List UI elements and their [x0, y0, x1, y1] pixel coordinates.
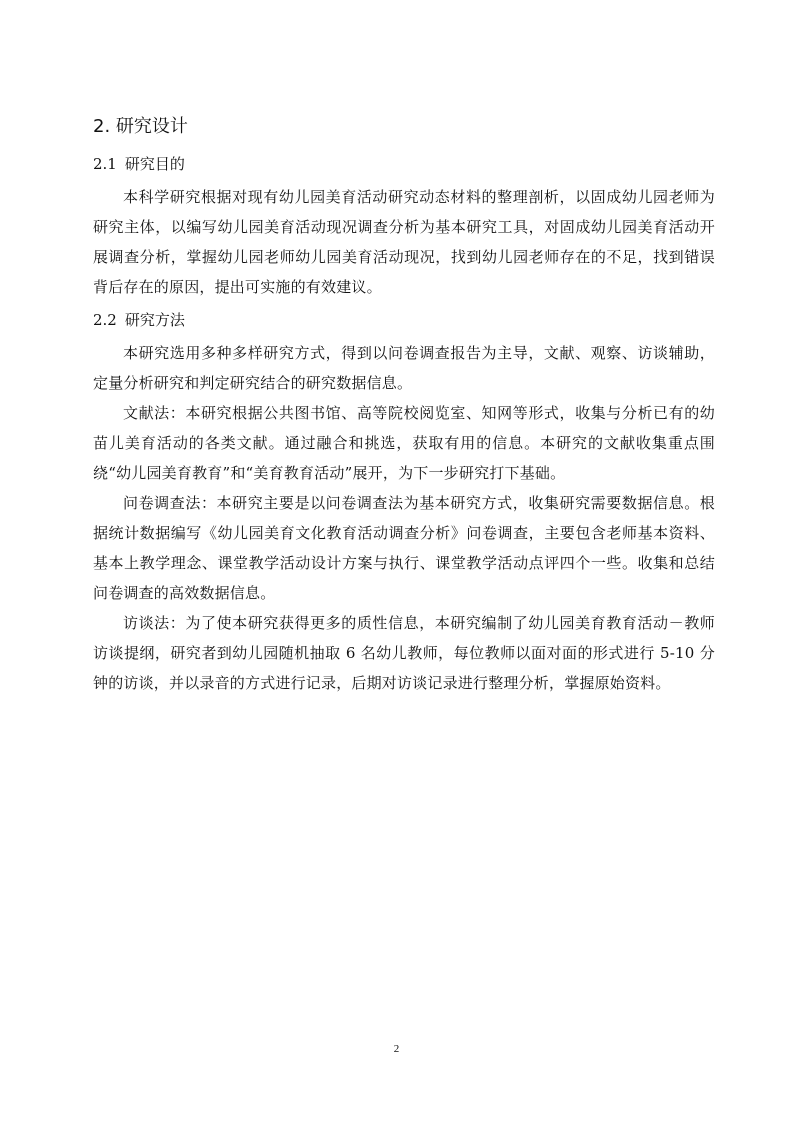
subsection-2-2	[93, 308, 715, 698]
subsection-heading	[93, 308, 715, 332]
paragraph: 访谈法：为了使本研究获得更多的质性信息，本研究编制了幼儿园美育教育活动－教师访谈提纲，研究者到幼儿园随机抽取 6 名幼儿教师，每位教师以面对面的形式进行 5-10 分钟的访谈，并以录音的方式进行记录，后期对访谈记录进行整理分析，掌握原始资料。	[93, 614, 715, 692]
subsection-heading	[93, 152, 715, 176]
section-title: 2. 研究设计	[93, 116, 188, 137]
subsection-title: 研究方法	[124, 311, 185, 329]
subsection-title: 研究目的	[124, 155, 185, 173]
paragraph: 本研究选用多种多样研究方式，得到以问卷调查报告为主导，文献、观察、访谈辅助，定量分析研究和判定研究结合的研究数据信息。	[93, 344, 715, 392]
paragraph: 文献法：本研究根据公共图书馆、高等院校阅览室、知网等形式，收集与分析已有的幼苗儿美育活动的各类文献。通过融合和挑选，获取有用的信息。本研究的文献收集重点围绕“幼儿园美育教育”和“美育教育活动”展开，为下一步研究打下基础。	[93, 404, 715, 482]
page-number: 2	[393, 1043, 400, 1055]
page-content	[93, 114, 715, 698]
subsection-number: 2.2	[93, 311, 117, 329]
subsection-2-1	[93, 152, 715, 302]
paragraph: 本科学研究根据对现有幼儿园美育活动研究动态材料的整理剖析，以固成幼儿园老师为研究主体，以编写幼儿园美育活动现况调查分析为基本研究工具，对固成幼儿园美育活动开展调查分析，掌握幼儿园老师幼儿园美育活动现况，找到幼儿园老师存在的不足，找到错误背后存在的原因，提出可实施的有效建议。	[93, 188, 715, 296]
paragraph: 问卷调查法：本研究主要是以问卷调查法为基本研究方式，收集研究需要数据信息。根据统计数据编写《幼儿园美育文化教育活动调查分析》问卷调查，主要包含老师基本资料、基本上教学理念、课堂教学活动设计方案与执行、课堂教学活动点评四个一些。收集和总结问卷调查的高效数据信息。	[93, 494, 715, 602]
subsection-number: 2.1	[93, 155, 117, 173]
